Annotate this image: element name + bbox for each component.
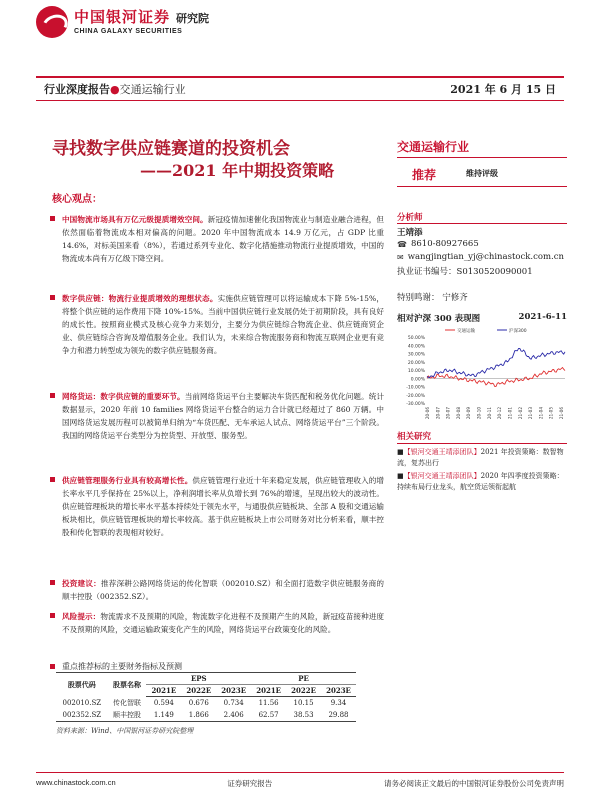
x-tick-label: 21-06 — [559, 407, 564, 420]
bullet-logistics-market — [62, 213, 384, 265]
bullet-risk-warning — [62, 610, 384, 636]
series-line — [427, 348, 565, 377]
bullet-text: 当前网络货运平台主要解决车货匹配和税务优化问题。统计数据显示，2020 年前 10 families 网络货运平台整合的运力合计就已经超过了 860 万辆。中国网络货运发展历程可以被简单归纳为“车货匹配、无车承运人试点、网络货运平台”三个阶段。我国的网络货运平台类型分为控货型、开放型、服务型。 — [62, 392, 385, 440]
table-header: 2023E — [216, 685, 251, 697]
legend-label: 交通运输 — [457, 329, 475, 334]
y-tick-label: -20.00% — [406, 393, 425, 399]
bullet-lead: 投资建议： — [62, 579, 101, 588]
rating-label: 维持评级 — [466, 168, 498, 178]
galaxy-logo-icon — [36, 6, 68, 38]
related-text[interactable]: 2021 年投资策略：数智物流，复苏出行 — [397, 448, 564, 467]
x-tick-label: 21-03 — [528, 407, 534, 420]
separator-dot-icon: ● — [110, 83, 120, 96]
report-title: 寻找数字供应链赛道的投资机会 — [52, 139, 290, 159]
right-divider — [397, 157, 567, 158]
relative-performance-chart — [397, 325, 569, 425]
table-row — [56, 697, 356, 709]
institute-name: 研究院 — [176, 12, 210, 25]
chart-date: 2021-6-11 — [518, 312, 567, 322]
footer-url[interactable]: www.chinastock.com.cn — [36, 778, 116, 787]
bullet-square-icon — [50, 295, 55, 300]
table-header: 2023E — [321, 685, 356, 697]
email-address[interactable]: wangjingtian_yj@chinastock.com.cn — [407, 252, 564, 262]
bullet-lead: 中国物流市场具有万亿元级提质增效空间。 — [62, 215, 208, 224]
x-tick-label: 20-06 — [425, 407, 430, 420]
table-header: 2022E — [181, 685, 216, 697]
table-cell: 顺丰控股 — [108, 709, 147, 722]
brand-name-cn: 中国银河证券 — [74, 8, 171, 26]
analyst-cert — [397, 265, 533, 277]
legend-label: 沪深300 — [509, 329, 527, 334]
bullet-text: 供应链管理行业近十年来稳定发展，供应链管理收入的增长率水平几乎保持在 25%以上，净利润增长率从负增长到 76%的增速，呈现出较大的波动性。供应链管理板块的增长率水平基本持续处于领先水平，与通股供应链板块、全部 A 股和交通运输板块相比，供应链管理板块的增长率较高。基于供应链板块上市公司财务对比分析来看，顺丰控股和传化智联的表现相对较好。 — [62, 476, 385, 537]
x-tick-label: 20-08 — [455, 407, 461, 420]
x-tick-label: 20-07 — [445, 407, 451, 420]
chart-header — [397, 312, 567, 324]
brand-name-en: CHINA GALAXY SECURITIES — [74, 28, 183, 35]
bullet-investment-advice — [62, 577, 384, 603]
y-tick-label: 10.00% — [407, 369, 425, 374]
table-header: EPS — [146, 673, 251, 685]
financial-table — [56, 672, 356, 722]
footer-divider — [36, 772, 564, 773]
header-divider — [36, 76, 564, 78]
table-title — [62, 661, 182, 672]
core-points-heading: 核心观点： — [52, 194, 102, 205]
analyst-email[interactable] — [397, 252, 564, 262]
table-header: 2021E — [146, 685, 181, 697]
x-tick-label: 20-10 — [476, 407, 482, 420]
report-subtitle: ——2021 年中期投资策略 — [140, 161, 335, 180]
table-cell: 10.15 — [293, 698, 314, 707]
y-tick-label: -30.00% — [406, 402, 425, 407]
table-cell: 9.34 — [330, 698, 347, 707]
subheader-divider — [36, 100, 564, 101]
y-tick-label: 50.00% — [407, 336, 425, 341]
table-cell: 2.406 — [216, 709, 251, 722]
bullet-text: 实施供应链管理可以将运输成本下降 5%-15%，将整个供应链的运作费用下降 10%-15%。当前中国供应链行业发展仍处于初期阶段，具有良好的成长性。按照商业模式及核心竞争力来划分，主要分为供应链综合物流企业、供应链商贸企业、供应链综合咨询及增值服务企业。我们认为，未来综合物流服务商和物流互联网企业更有竞争力和潜力转型成为领先的数字供应链服务商。 — [62, 294, 384, 355]
x-tick-label: 21-01 — [507, 407, 513, 420]
bullet-lead: 网络货运：数字供应链的重要环节。 — [62, 392, 185, 401]
brand-logo — [36, 6, 209, 38]
y-tick-label: -10.00% — [406, 385, 425, 391]
bullet-lead: 供应链管理服务行业具有较高增长性。 — [62, 476, 193, 485]
page-footer — [36, 778, 564, 789]
special-thanks: 特别鸣谢： 宁修齐 — [397, 293, 468, 303]
cert-number: 执业证书编号：S0130520090001 — [397, 267, 533, 277]
table-header: 股票名称 — [108, 673, 147, 697]
table-cell: 1.149 — [146, 709, 181, 722]
bullet-text: 物流需求不及预期的风险，物流数字化进程不及预期产生的风险，新冠疫苗接种进度不及预期的风险，交通运输政策变化产生的风险，网络货运平台政策变化的风险。 — [62, 612, 384, 634]
envelope-icon: ✉ — [397, 252, 404, 262]
analyst-name: 王靖添 — [397, 228, 423, 238]
related-prefix: 【银河交通王靖添团队】 — [403, 472, 481, 480]
report-sector: 交通运输行业 — [119, 83, 186, 96]
y-tick-label: 20.00% — [407, 360, 425, 366]
table-header: 2022E — [286, 685, 321, 697]
table-cell: 0.734 — [223, 698, 244, 707]
bullet-network-freight — [62, 390, 384, 442]
table-row — [56, 709, 356, 722]
series-line — [427, 368, 565, 387]
x-tick-label: 20-09 — [466, 407, 472, 420]
table-cell: 002352.SZ — [56, 709, 108, 722]
table-cell: 0.594 — [153, 698, 174, 707]
right-divider — [397, 443, 567, 444]
bullet-square-icon — [50, 580, 55, 585]
analyst-heading: 分析师 — [397, 213, 423, 223]
table-header: PE — [251, 673, 356, 685]
bullet-digital-supply-chain — [62, 292, 384, 357]
x-tick-label: 20-11 — [486, 407, 492, 420]
bullet-scm-growth — [62, 474, 384, 539]
bullet-text: 新冠疫情加速催化我国物流业与制造业融合进程，但依然面临着物流成本相对偏高的问题。2020 年中国物流成本 14.9 万亿元，占 GDP 比重 14.6%，对标美国来看（8%），若通过系列专业化、数字化措施推动物流行业提质增效，中国的物流成本尚有万亿级下降空间。 — [62, 215, 384, 263]
bullet-square-icon — [50, 664, 55, 669]
table-cell: 002010.SZ — [62, 698, 102, 707]
bullet-square-icon — [50, 393, 55, 398]
footer-center: 证券研究报告 — [227, 779, 273, 788]
related-item[interactable]: ■【银河交通王靖添团队】2020 年四季度投资策略：持续布局行业龙头，航空货运领衔起航 — [397, 472, 564, 491]
table-cell: 1.866 — [181, 709, 216, 722]
x-tick-label: 20-12 — [497, 407, 503, 420]
bullet-lead: 风险提示： — [62, 612, 101, 621]
related-item[interactable]: ■【银河交通王靖添团队】2021 年投资策略：数智物流，复苏出行 — [397, 448, 564, 467]
table-cell: 29.88 — [321, 709, 356, 722]
table-cell: 传化智联 — [113, 698, 141, 707]
report-date: 2021 年 6 月 15 日 — [450, 83, 556, 96]
right-divider — [397, 186, 567, 187]
table-cell: 38.53 — [286, 709, 321, 722]
table-cell: 62.57 — [251, 709, 286, 722]
table-header: 2021E — [251, 685, 286, 697]
table-header: 股票代码 — [56, 673, 108, 697]
bullet-text: 推荐深耕公路网络货运的传化智联（002010.SZ）和全面打造数字供应链服务商的顺丰控股（002352.SZ）。 — [62, 579, 384, 601]
table-source: 资料来源：Wind、中国银河证券研究院整理 — [56, 727, 194, 735]
chart-title: 相对沪深 300 表现图 — [397, 314, 481, 324]
table-cell: 11.56 — [258, 698, 279, 707]
rating: 推荐 — [412, 168, 437, 182]
y-tick-label: 30.00% — [407, 352, 425, 358]
bullet-square-icon — [50, 477, 55, 482]
x-tick-label: 21-02 — [517, 407, 523, 420]
phone-number: 8610-80927665 — [410, 239, 479, 249]
analyst-phone — [397, 239, 479, 249]
bullet-lead: 数字供应链：物流行业提质增效的理想状态。 — [62, 294, 218, 303]
report-type: 行业深度报告 — [44, 83, 110, 96]
right-divider — [397, 223, 567, 224]
x-tick-label: 20-07 — [435, 407, 441, 420]
related-research-heading: 相关研究 — [397, 432, 432, 442]
footer-disclaimer: 请务必阅读正文最后的中国银河证券股份公司免责声明 — [384, 779, 564, 788]
y-tick-label: 40.00% — [407, 344, 425, 350]
phone-icon: ☎ — [397, 239, 407, 249]
sector-name: 交通运输行业 — [397, 140, 470, 154]
related-prefix: 【银河交通王靖添团队】 — [403, 448, 481, 456]
bullet-square-icon — [50, 613, 55, 618]
report-subheader — [44, 80, 556, 98]
related-text[interactable]: 2020 年四季度投资策略：持续布局行业龙头，航空货运领衔起航 — [397, 472, 564, 491]
x-tick-label: 21-05 — [548, 407, 554, 420]
y-tick-label: 0.00% — [410, 377, 425, 383]
x-tick-label: 21-04 — [538, 407, 544, 420]
bullet-square-icon — [50, 216, 55, 221]
table-cell: 0.676 — [188, 698, 209, 707]
table-title-text: 重点推荐标的主要财务指标及预测 — [62, 662, 182, 671]
